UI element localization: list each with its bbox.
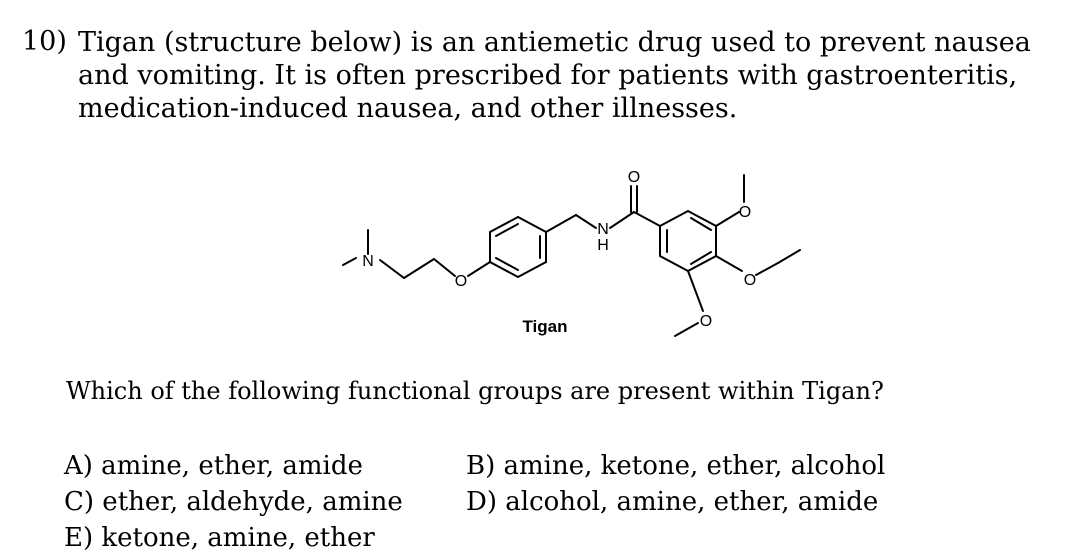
structure-caption: Tigan xyxy=(522,317,568,336)
question-line-1: Tigan (structure below) is an antiemetic drug used to prevent nausea xyxy=(78,27,1031,58)
question-text xyxy=(78,26,1031,125)
atom-amine-n: N xyxy=(362,253,374,270)
right-ring-double-3 xyxy=(691,252,711,264)
bond-ch2-ch2 xyxy=(404,259,434,278)
left-ring xyxy=(490,217,546,277)
atom-ether-o: O xyxy=(454,273,468,290)
tigan-structure xyxy=(320,160,840,360)
bond-ring-o-right xyxy=(716,256,742,271)
bond-o-right-chain xyxy=(756,263,778,275)
bond-ring-o-bottom xyxy=(688,271,703,311)
bond-o-methyl-right xyxy=(778,250,800,263)
answer-option-d[interactable]: D) alcohol, amine, ether, amide xyxy=(466,487,879,517)
bond-n-ch2 xyxy=(380,260,404,278)
bond-nh-carbonyl xyxy=(610,212,634,228)
left-ring-double-1 xyxy=(496,224,518,236)
atom-amide-n: N xyxy=(597,221,609,238)
answer-option-a[interactable]: A) amine, ether, amide xyxy=(64,451,363,481)
bond-o-methyl-bottom xyxy=(675,323,698,336)
question-line-3: medication-induced nausea, and other illnesses. xyxy=(78,93,738,124)
bond-ring-o-top xyxy=(716,212,739,226)
atom-carbonyl-o: O xyxy=(627,169,641,186)
bond-o-ring xyxy=(468,262,490,276)
question-number: 10) xyxy=(22,26,67,57)
answer-option-e[interactable]: E) ketone, amine, ether xyxy=(64,523,375,553)
atom-methoxy-o-top: O xyxy=(738,204,752,221)
bond-ch2-nh xyxy=(576,215,596,228)
bond-carbonyl-ring xyxy=(634,212,660,226)
right-ring-double-2 xyxy=(691,218,711,230)
answer-option-c[interactable]: C) ether, aldehyde, amine xyxy=(64,487,403,517)
question-prompt: Which of the following functional groups are present within Tigan? xyxy=(66,377,884,405)
atom-methoxy-o-right: O xyxy=(743,272,757,289)
bond-ch2-o xyxy=(434,259,455,276)
left-ring-double-3 xyxy=(496,258,518,270)
atom-amide-h: H xyxy=(597,237,609,254)
right-ring xyxy=(660,211,716,271)
atom-methoxy-o-bottom: O xyxy=(699,313,713,330)
structure-drawing xyxy=(320,160,840,360)
bond-n-methyl-left xyxy=(343,258,356,265)
question-line-2: and vomiting. It is often prescribed for patients with gastroenteritis, xyxy=(78,60,1018,91)
answer-option-b[interactable]: B) amine, ketone, ether, alcohol xyxy=(466,451,886,481)
bond-ring-ch2 xyxy=(546,215,576,232)
